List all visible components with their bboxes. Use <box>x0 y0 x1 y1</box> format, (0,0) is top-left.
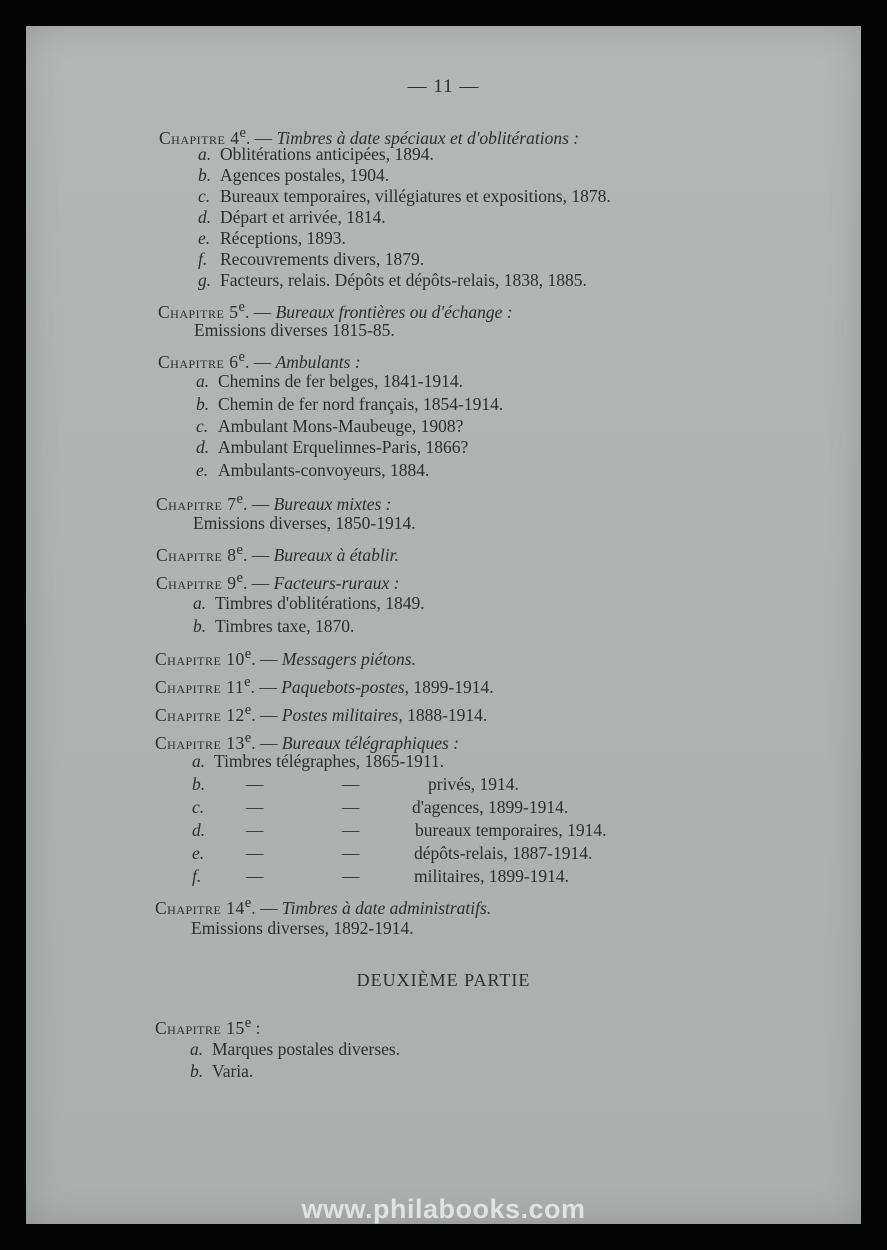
chapter-subtitle: Emissions diverses 1815-85. <box>194 320 395 340</box>
chapter-label: Chapitre 7 <box>156 493 237 514</box>
chapter-14-heading <box>155 892 491 919</box>
chapter-title: Bureaux frontières ou d'échange : <box>275 301 513 322</box>
item-letter: c. <box>196 416 209 436</box>
chapter-title: Bureaux télégraphiques : <box>281 732 460 753</box>
list-item <box>193 615 354 637</box>
item-text: privés, 1914. <box>428 774 519 794</box>
item-letter: a. <box>198 144 212 164</box>
item-text: Ambulant Erquelinnes-Paris, 1866? <box>218 437 469 457</box>
chapter-title: Ambulants : <box>275 351 361 372</box>
chapter-dates: 1899-1914. <box>409 676 494 697</box>
item-letter: b. <box>198 165 212 185</box>
chapter-ordinal: e <box>244 674 251 690</box>
chapter-ordinal: e <box>236 491 243 507</box>
list-item <box>198 185 611 207</box>
item-text: Timbres taxe, 1870. <box>215 616 355 636</box>
item-text: Varia. <box>212 1061 254 1081</box>
ditto-dash: — <box>342 797 360 817</box>
chapter-separator: . — <box>251 897 282 918</box>
list-item <box>198 269 587 291</box>
list-item <box>198 227 346 249</box>
chapter-ordinal: e <box>238 299 245 315</box>
ditto-dash: — <box>342 774 360 794</box>
item-letter: e. <box>198 228 211 248</box>
item-letter: f. <box>198 249 208 269</box>
chapter-label: Chapitre 13 <box>155 732 245 753</box>
item-letter: a. <box>196 371 210 391</box>
item-text: bureaux temporaires, 1914. <box>415 820 607 840</box>
chapter-ordinal: e <box>238 349 245 365</box>
chapter-separator: . — <box>242 493 274 514</box>
list-item <box>196 370 463 392</box>
chapter-separator: . — <box>242 544 274 565</box>
item-letter: e. <box>192 843 205 863</box>
item-letter: c. <box>198 186 211 206</box>
chapter-title: Postes militaires, <box>281 704 403 725</box>
chapter-title: Bureaux mixtes : <box>273 493 392 514</box>
chapter-ordinal: e <box>236 570 243 586</box>
list-item <box>192 842 712 864</box>
chapter-10-heading <box>155 643 416 670</box>
chapter-separator: . — <box>244 301 276 322</box>
item-text: Chemin de fer nord français, 1854-1914. <box>218 394 504 414</box>
chapter-ordinal: e <box>244 702 252 718</box>
chapter-separator: . — <box>251 704 282 725</box>
chapter-separator: . — <box>244 351 276 372</box>
chapter-subtitle: Emissions diverses, 1850-1914. <box>193 513 416 533</box>
item-text: dépôts-relais, 1887-1914. <box>414 843 593 863</box>
item-letter: b. <box>192 774 206 794</box>
chapter-title: Timbres à date spéciaux et d'oblitérations : <box>276 127 580 148</box>
chapter-separator: : <box>251 1017 261 1038</box>
list-item <box>192 819 712 841</box>
chapter-ordinal: e <box>244 730 252 746</box>
chapter-ordinal: e <box>244 1015 252 1031</box>
chapter-separator: . — <box>245 127 277 148</box>
list-item <box>192 773 712 795</box>
list-item <box>198 248 424 270</box>
item-text: Timbres d'oblitérations, 1849. <box>215 593 425 613</box>
list-item <box>196 393 503 415</box>
item-letter: b. <box>193 616 207 636</box>
item-letter: f. <box>192 866 202 886</box>
ditto-dash: — <box>246 820 264 840</box>
item-text: Ambulant Mons-Maubeuge, 1908? <box>218 416 464 436</box>
ditto-dash: — <box>246 866 264 886</box>
ditto-dash: — <box>246 843 264 863</box>
chapter-11-heading <box>155 671 494 698</box>
item-text: militaires, 1899-1914. <box>414 866 570 886</box>
item-text: Agences postales, 1904. <box>220 165 390 185</box>
item-letter: a. <box>193 593 207 613</box>
item-text: Timbres télégraphes, 1865-1911. <box>214 751 445 771</box>
item-letter: a. <box>192 751 206 771</box>
chapter-label: Chapitre 12 <box>155 704 245 725</box>
list-item <box>192 750 444 772</box>
item-text: Bureaux temporaires, villégiatures et expositions, 1878. <box>220 186 611 206</box>
chapter-title: Paquebots-postes, <box>281 676 410 697</box>
item-text: Chemins de fer belges, 1841-1914. <box>218 371 463 391</box>
item-letter: b. <box>196 394 210 414</box>
chapter-8-heading <box>156 539 399 566</box>
chapter-label: Chapitre 5 <box>158 301 239 322</box>
item-text: Réceptions, 1893. <box>220 228 346 248</box>
chapter-6-heading <box>158 346 361 373</box>
item-letter: g. <box>198 270 212 290</box>
ditto-dash: — <box>342 820 360 840</box>
part-heading: DEUXIÈME PARTIE <box>356 970 531 990</box>
item-text: Facteurs, relais. Dépôts et dépôts-relais, 1838, 1885. <box>220 270 587 290</box>
book-page <box>26 26 861 1224</box>
chapter-dates: 1888-1914. <box>402 704 488 725</box>
ditto-dash: — <box>246 797 264 817</box>
chapter-label: Chapitre 9 <box>156 572 237 593</box>
list-item <box>198 143 434 165</box>
chapter-separator: . — <box>250 676 282 697</box>
list-item <box>198 164 389 186</box>
ditto-dash: — <box>246 774 264 794</box>
item-letter: a. <box>190 1039 204 1059</box>
list-item <box>193 592 425 614</box>
chapter-ordinal: e <box>244 646 252 662</box>
chapter-title: Facteurs-ruraux : <box>273 572 400 593</box>
chapter-title: Timbres à date administratifs. <box>281 897 492 918</box>
chapter-label: Chapitre 8 <box>156 544 237 565</box>
list-item <box>198 206 386 228</box>
chapter-15-heading <box>155 1012 260 1039</box>
chapter-12-heading <box>155 699 487 726</box>
chapter-title: Bureaux à établir. <box>273 544 399 565</box>
ditto-dash: — <box>342 843 360 863</box>
chapter-label: Chapitre 14 <box>155 897 245 918</box>
chapter-ordinal: e <box>239 125 246 141</box>
chapter-separator: . — <box>251 732 282 753</box>
chapter-separator: . — <box>242 572 274 593</box>
chapter-label: Chapitre 6 <box>158 351 239 372</box>
item-letter: e. <box>196 460 209 480</box>
chapter-separator: . — <box>251 648 282 669</box>
item-text: Marques postales diverses. <box>212 1039 401 1059</box>
item-text: d'agences, 1899-1914. <box>412 797 569 817</box>
chapter-label: Chapitre 10 <box>155 648 245 669</box>
chapter-title: Messagers piétons. <box>281 648 416 669</box>
item-text: Ambulants-convoyeurs, 1884. <box>218 460 430 480</box>
ditto-dash: — <box>342 866 360 886</box>
list-item <box>192 865 712 887</box>
item-letter: d. <box>192 820 206 840</box>
chapter-label: Chapitre 11 <box>155 676 245 697</box>
chapter-label: Chapitre 4 <box>159 127 240 148</box>
list-item <box>196 459 429 481</box>
item-text: Oblitérations anticipées, 1894. <box>220 144 434 164</box>
chapter-ordinal: e <box>244 895 252 911</box>
chapter-label: Chapitre 15 <box>155 1017 245 1038</box>
page-number: — 11 — <box>407 76 480 97</box>
list-item <box>196 436 468 458</box>
watermark: www.philabooks.com <box>301 1194 586 1224</box>
list-item <box>190 1038 400 1060</box>
list-item <box>190 1060 253 1082</box>
list-item <box>196 415 463 437</box>
chapter-subtitle: Emissions diverses, 1892-1914. <box>191 918 414 938</box>
item-text: Départ et arrivée, 1814. <box>220 207 386 227</box>
item-letter: d. <box>198 207 212 227</box>
item-letter: c. <box>192 797 205 817</box>
chapter-7-heading <box>156 488 392 515</box>
item-letter: b. <box>190 1061 204 1081</box>
chapter-9-heading <box>156 567 399 594</box>
chapter-ordinal: e <box>236 542 243 558</box>
item-text: Recouvrements divers, 1879. <box>220 249 425 269</box>
list-item <box>192 796 712 818</box>
item-letter: d. <box>196 437 210 457</box>
